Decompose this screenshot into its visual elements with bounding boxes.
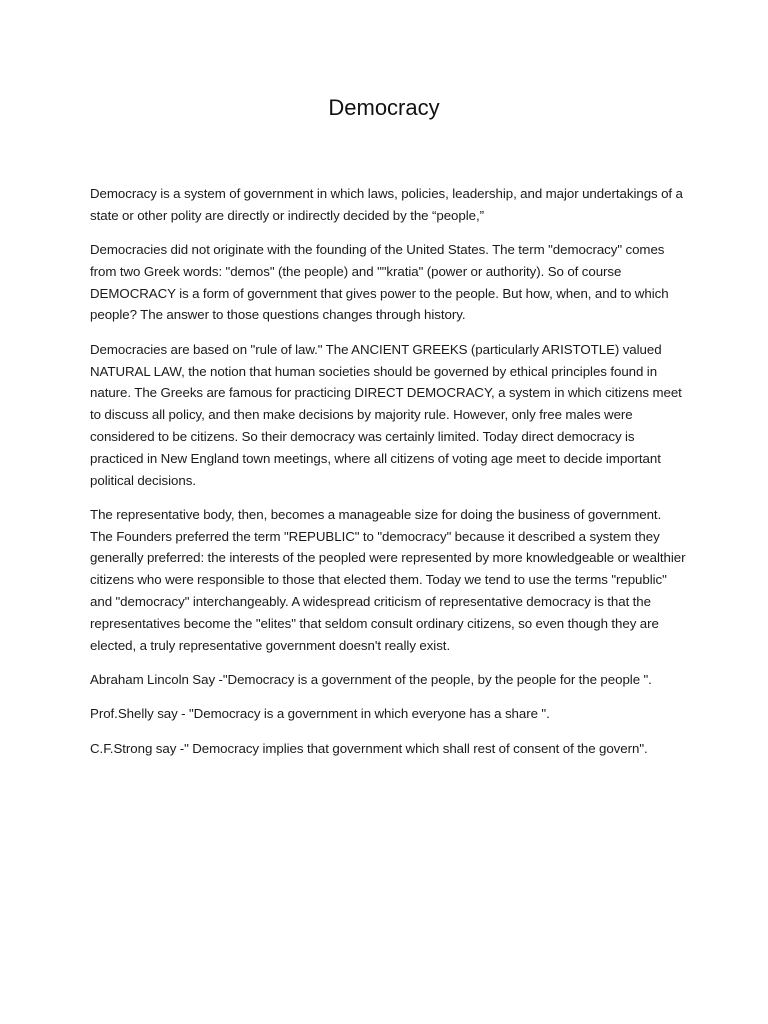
paragraph-representative: The representative body, then, becomes a manageable size for doing the business of government. The Founders preferred the term "REPUBLIC" to "democracy" because it described a system they generally preferred: the interests of the peopled were represented by more knowledgeable or wealthier citizens who were responsible to those that elected them. Today we tend to use the terms "republic" and "democracy" interchangeably. A widespread criticism of representative democracy is that the representatives become the "elites" that seldom consult ordinary citizens, so even though they are elected, a truly representative government doesn't really exist.: [90, 506, 686, 653]
quote-strong: C.F.Strong say -" Democracy implies that government which shall rest of consent of the govern".: [90, 740, 648, 756]
paragraph-origin: Democracies did not originate with the founding of the United States. The term "democracy" comes from two Greek words: "demos" (the people) and ""kratia" (power or authority). So of course DEMOCRACY is a form of government that gives power to the people. But how, when, and to which people? The answer to those questions changes through history.: [90, 242, 669, 323]
quote-lincoln: Abraham Lincoln Say -"Democracy is a government of the people, by the people for the people ".: [90, 671, 652, 687]
paragraph-rule-of-law: Democracies are based on "rule of law." The ANCIENT GREEKS (particularly ARISTOTLE) valued NATURAL LAW, the notion that human societies should be governed by ethical principles found in nature. The Greeks are famous for practicing DIRECT DEMOCRACY, a system in which citizens meet to discuss all policy, and then make decisions by majority rule. However, only free males were considered to be citizens. So their democracy was certainly limited. Today direct democracy is practiced in New England town meetings, where all citizens of voting age meet to decide important political decisions.: [90, 341, 682, 488]
quote-shelly: Prof.Shelly say - "Democracy is a government in which everyone has a share ".: [90, 706, 550, 722]
document-body: [90, 183, 686, 772]
page-title: Democracy: [328, 95, 440, 120]
paragraph-definition: Democracy is a system of government in which laws, policies, leadership, and major undertakings of a state or other polity are directly or indirectly decided by the “people,”: [90, 186, 683, 223]
